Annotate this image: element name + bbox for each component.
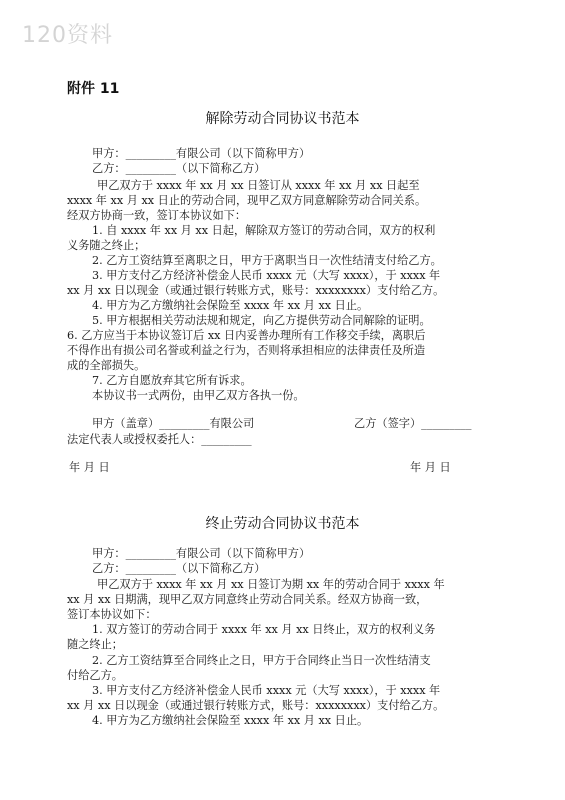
doc2-line: 3. 甲方支付乙方经济补偿金人民币 xxxx 元（大写 xxxx），于 xxxx 年 xyxy=(92,684,441,697)
doc2-line: 2. 乙方工资结算至合同终止之日，甲方于合同终止当日一次性结清支 xyxy=(92,654,431,667)
doc1-line: 7. 乙方自愿放弃其它所有诉求。 xyxy=(92,374,252,387)
doc2-line: 1. 双方签订的劳动合同于 xxxx 年 xx 月 xx 日终止，双方的权利义务 xyxy=(92,623,436,636)
doc1-line: 1. 自 xxxx 年 xx 月 xx 日起，解除双方签订的劳动合同，双方的权利 xyxy=(92,224,436,237)
doc2-line: 乙方：_________（以下简称乙方） xyxy=(92,562,266,575)
doc2-line: 签订本协议如下： xyxy=(67,608,157,621)
doc2-line: xx 月 xx 日以现金（或通过银行转账方式，账号：xxxxxxxx）支付给乙方。 xyxy=(67,699,445,712)
watermark: 120资料 xyxy=(22,23,113,48)
doc1-line: 3. 甲方支付乙方经济补偿金人民币 xxxx 元（大写 xxxx），于 xxxx 年 xyxy=(92,269,441,282)
doc1-line: 乙方：_________（以下简称乙方） xyxy=(92,162,266,175)
doc1-line: xxxx 年 xx 月 xx 日止的劳动合同，现甲乙双方同意解除劳动合同关系。 xyxy=(67,194,427,207)
doc2-line: 甲方：_________有限公司（以下简称甲方） xyxy=(92,547,311,560)
date-left: 年 月 日 xyxy=(69,461,110,474)
doc2-line: 随之终止； xyxy=(67,638,123,651)
annex-label: 附件 11 xyxy=(67,81,120,97)
doc2-line: xx 月 xx 日期满，现甲乙双方同意终止劳动合同关系。经双方协商一致， xyxy=(67,593,428,606)
doc1-line: 甲方：_________有限公司（以下简称甲方） xyxy=(92,147,311,160)
doc2-line: 甲乙双方于 xxxx 年 xx 月 xx 日签订为期 xx 年的劳动合同于 xxxx 年 xyxy=(97,578,445,591)
doc1-line: 6. 乙方应当于本协议签订后 xx 日内妥善办理所有工作移交手续，离职后 xyxy=(67,329,426,342)
doc1-line: 甲乙双方于 xxxx 年 xx 月 xx 日签订从 xxxx 年 xx 月 xx 日起至 xyxy=(97,179,420,192)
doc2-line: 4. 甲方为乙方缴纳社会保险至 xxxx 年 xx 月 xx 日止。 xyxy=(92,714,369,727)
signature-representative: 法定代表人或授权委托人：_________ xyxy=(67,433,252,446)
doc1-line: 2. 乙方工资结算至离职之日，甲方于离职当日一次性结清支付给乙方。 xyxy=(92,254,442,267)
doc1-title: 解除劳动合同协议书范本 xyxy=(205,111,360,127)
doc2-title: 终止劳动合同协议书范本 xyxy=(205,516,360,532)
doc1-line: 成的全部损失。 xyxy=(67,359,146,372)
doc1-line: 5. 甲方根据相关劳动法规和规定，向乙方提供劳动合同解除的证明。 xyxy=(92,314,431,327)
signature-party-a: 甲方（盖章）_________有限公司 xyxy=(92,417,255,430)
doc2-line: 付给乙方。 xyxy=(67,669,123,682)
doc1-line: 本协议书一式两份，由甲乙双方各执一份。 xyxy=(92,389,305,402)
doc1-line: 义务随之终止； xyxy=(67,239,146,252)
doc1-line: 经双方协商一致，签订本协议如下： xyxy=(67,209,247,222)
doc1-line: xx 月 xx 日以现金（或通过银行转账方式，账号：xxxxxxxx）支付给乙方。 xyxy=(67,284,445,297)
signature-party-b: 乙方（签字）_________ xyxy=(354,417,472,430)
doc1-line: 4. 甲方为乙方缴纳社会保险至 xxxx 年 xx 月 xx 日止。 xyxy=(92,299,369,312)
doc1-line: 不得作出有损公司名誉或利益之行为，否则将承担相应的法律责任及所造 xyxy=(67,344,426,357)
date-right: 年 月 日 xyxy=(410,461,451,474)
